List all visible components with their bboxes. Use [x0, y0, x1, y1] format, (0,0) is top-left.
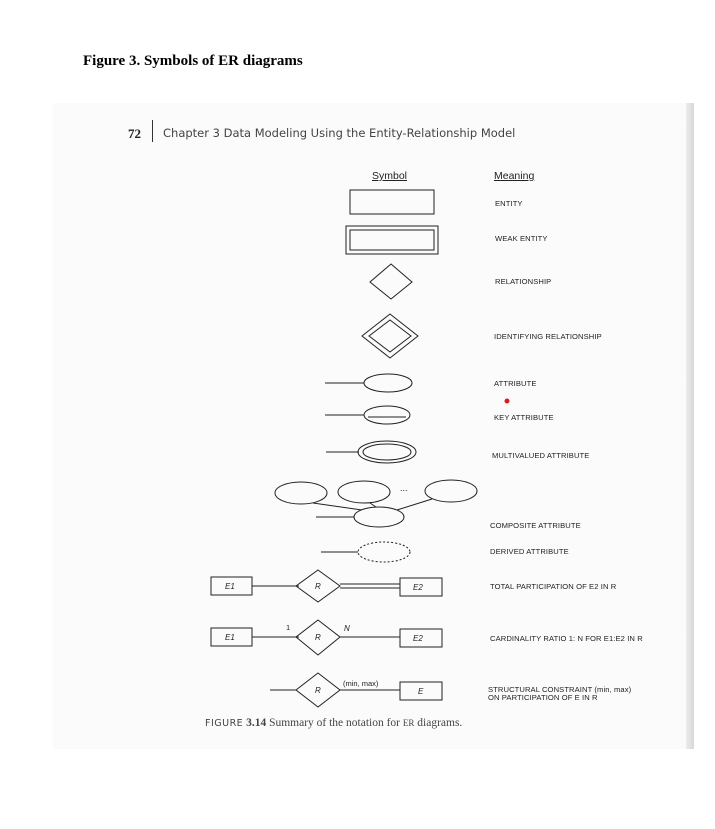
meaning-entity: ENTITY — [495, 199, 523, 208]
meaning-total-participation: TOTAL PARTICIPATION OF E2 IN R — [490, 582, 617, 591]
composite-ellipsis: ... — [400, 483, 408, 493]
attribute-symbol — [325, 374, 412, 392]
figure-caption — [205, 717, 462, 729]
label-r-card: R — [315, 633, 321, 642]
meaning-derived-attribute: DERIVED ATTRIBUTE — [490, 547, 569, 556]
weak-entity-symbol — [346, 226, 438, 254]
key-attribute-symbol — [325, 406, 410, 424]
meaning-multivalued-attribute: MULTIVALUED ATTRIBUTE — [492, 451, 590, 460]
label-r-total: R — [315, 582, 321, 591]
meaning-cardinality-ratio: CARDINALITY RATIO 1: N FOR E1:E2 IN R — [490, 634, 643, 643]
label-n-card: N — [344, 624, 350, 633]
meaning-attribute: ATTRIBUTE — [494, 379, 537, 388]
identifying-relationship-symbol — [362, 314, 418, 358]
caption-text-before: Summary of the notation for — [269, 717, 401, 729]
meaning-key-attribute: KEY ATTRIBUTE — [494, 413, 554, 422]
meaning-weak-entity: WEAK ENTITY — [495, 234, 548, 243]
meaning-structural-constraint-line2: ON PARTICIPATION OF E IN R — [488, 693, 598, 702]
page-number: 72 — [128, 126, 141, 141]
label-one-card: 1 — [286, 623, 291, 632]
meaning-column-header: Meaning — [494, 170, 535, 182]
meaning-composite-attribute: COMPOSITE ATTRIBUTE — [490, 521, 581, 530]
label-r-struct: R — [315, 686, 321, 695]
caption-text-after: diagrams. — [417, 717, 463, 729]
total-participation-symbol — [211, 570, 442, 602]
meaning-structural-constraint-line1: STRUCTURAL CONSTRAINT (min, max) — [488, 685, 632, 694]
composite-attribute-symbol — [275, 480, 477, 527]
label-e1-card: E1 — [225, 633, 235, 642]
symbol-column-header: Symbol — [372, 170, 408, 182]
label-e1-total: E1 — [225, 582, 235, 591]
cardinality-ratio-symbol — [211, 620, 442, 655]
caption-number: 3.14 — [246, 717, 267, 729]
caption-text-small: ER — [402, 718, 415, 728]
relationship-symbol — [370, 264, 412, 299]
derived-attribute-symbol — [321, 542, 410, 562]
meaning-identifying-relationship: IDENTIFYING RELATIONSHIP — [494, 332, 602, 341]
figure-title: Figure 3. Symbols of ER diagrams — [83, 53, 303, 69]
caption-label: FIGURE — [205, 718, 244, 729]
label-e2-total: E2 — [413, 583, 423, 592]
red-marker-dot — [505, 399, 510, 404]
label-min-max: (min, max) — [343, 679, 379, 688]
chapter-header: Chapter 3 Data Modeling Using the Entity-Relationship Model — [163, 126, 516, 140]
meaning-relationship: RELATIONSHIP — [495, 277, 552, 286]
label-e-struct: E — [418, 687, 424, 696]
label-e2-card: E2 — [413, 634, 423, 643]
multivalued-attribute-symbol — [326, 441, 416, 463]
entity-symbol — [350, 190, 434, 214]
